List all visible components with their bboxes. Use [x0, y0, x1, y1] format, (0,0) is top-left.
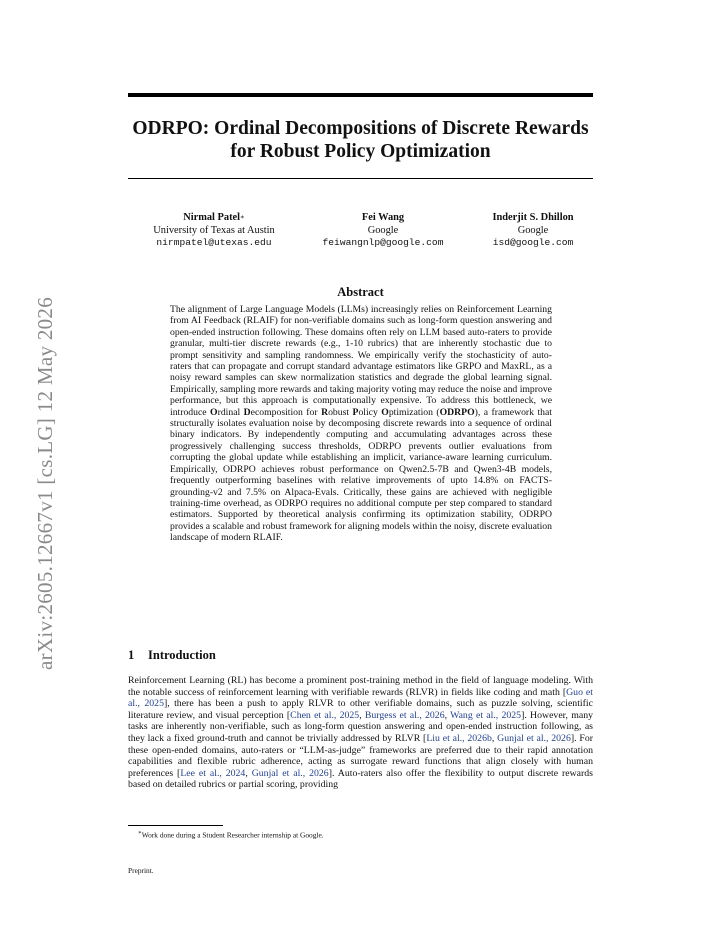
title-top-rule [128, 93, 593, 97]
introduction-text: , [359, 709, 365, 721]
abstract-body [170, 304, 552, 544]
author-2 [308, 212, 458, 250]
citation-link[interactable]: Liu et al., 2026b [426, 732, 492, 744]
introduction-text: , [245, 767, 252, 779]
abstract-text: rdinal [217, 406, 244, 418]
acronym-letter: R [321, 406, 329, 418]
section-heading-introduction [128, 648, 216, 663]
author-name: Inderjit S. Dhillon [492, 212, 574, 223]
section-title: Introduction [148, 648, 216, 662]
abstract-text: olicy [358, 406, 382, 418]
author-3 [473, 212, 593, 250]
citation-link[interactable]: Wang et al., 2025 [450, 709, 522, 721]
author-affiliation: Google [517, 224, 549, 236]
abstract-text: ecomposition for [250, 406, 322, 418]
citation-link[interactable]: Burgess et al., 2026 [364, 709, 445, 721]
author-email: isd@google.com [492, 237, 574, 248]
citation-link[interactable]: Gunjal et al., 2026 [497, 732, 571, 744]
abstract-paragraph [170, 304, 552, 544]
author-name: Fei Wang [361, 212, 405, 223]
acronym-letter: O [381, 406, 389, 418]
footnote-marker: ∗ [138, 830, 142, 836]
footnote [138, 830, 324, 839]
introduction-text: ]. However, many tasks are inherently non-verifiable, such as long-form question answering and open-ended instruction following, as they lack a fixed ground-truth and cannot be trivially addressed by RLVR [ [128, 709, 593, 744]
introduction-text: , [444, 709, 451, 721]
author-1 [144, 212, 284, 250]
introduction-text: ], there has been a push to apply RLVR to other verifiable domains, such as puzzle solving, scientific literature review, and visual perception [ [128, 698, 593, 721]
preprint-label: Preprint. [128, 866, 154, 875]
author-marker: ∗ [240, 213, 245, 221]
section-number: 1 [128, 648, 135, 662]
footnote-rule [128, 825, 223, 826]
author-affiliation: Google [367, 224, 399, 236]
introduction-text: Reinforcement Learning (RL) has become a prominent post-training method in the field of language modeling. With the notable success of reinforcement learning with verifiable rewards (RLVR) in fields like coding and math [ [128, 675, 593, 698]
citation-link[interactable]: Lee et al., 2024 [180, 767, 246, 779]
citation-link[interactable]: Chen et al., 2025 [290, 709, 360, 721]
introduction-paragraph [128, 675, 593, 791]
acronym-letter: P [352, 406, 359, 418]
method-acronym: ODRPO [439, 406, 475, 418]
author-affiliation: University of Texas at Austin [153, 224, 275, 236]
introduction-text: ]. For these open-ended domains, auto-raters or “LLM-as-judge” frameworks are preferred due to their rapid annotation capabilities and flexible rubric adherence, acting as surrogate reward functions that align closely with human preferences [ [128, 732, 593, 779]
author-block [128, 212, 593, 252]
author-email: feiwangnlp@google.com [322, 237, 444, 248]
paper-title [128, 117, 593, 163]
abstract-text: The alignment of Large Language Models (LLMs) increasingly relies on Reinforcement Learning from AI Feedback (RLAIF) for non-verifiable domains such as long-form question answering and open-ended instruction following. These domains often rely on LLM based auto-raters to provide granular, multi-tier discrete rewards (e.g., 1-10 rubrics) that are inherently stochastic due to prompt sensitivity and sampling randomness. We empirically verify the stochasticity of auto-raters that can propagate and corrupt standard advantage estimators like GRPO and MaxRL, as a noisy reward samples can skew normalization statistics and degrade the global learning signal. Empirically, sampling more rewards and taking majority voting may reduce the noise and improve performance, but this approach is computationally expensive. To address this bottleneck, we introduce [170, 304, 552, 418]
acronym-letter: D [243, 406, 251, 418]
citation-link[interactable]: Guo et al., 2025 [128, 686, 593, 710]
abstract-text: obust [328, 406, 353, 418]
author-name: Nirmal Patel [183, 212, 241, 223]
abstract-heading: Abstract [337, 285, 384, 299]
abstract-text: ), a framework that structurally isolates evaluation noise by decomposing discrete rewards into a sequence of ordinal binary indicators. By independently computing and accumulating advantages across these progressively challenging success thresholds, ODRPO prevents outlier evaluations from corrupting the global update while establishing an implicit, variance-aware learning curriculum. Empirically, ODRPO achieves robust performance on Qwen2.5-7B and Qwen3-4B models, frequently outperforming baselines with relative improvements of upto 14.8% on FACTS-grounding-v2 and 7.5% on Alpaca-Evals. Critically, these gains are achieved with negligible training-time overhead, as ODRPO requires no additional compute per step compared to standard estimators. Supported by theoretical analysis confirming its optimization stability, ODRPO provides a scalable and robust framework for aligning models within the noisy, discrete evaluation landscape of modern RLAIF. [170, 406, 552, 544]
citation-link[interactable]: Gunjal et al., 2026 [251, 767, 329, 779]
title-line-1: ODRPO: Ordinal Decompositions of Discrete Rewards [132, 118, 589, 139]
introduction-text: ]. Auto-raters also offer the flexibility to output discrete rewards based on detailed rubrics or partial scoring, providing [128, 767, 593, 791]
introduction-body [128, 675, 593, 791]
title-bottom-rule [128, 178, 593, 179]
arxiv-stamp: arXiv:2605.12667v1 [cs.LG] 12 May 2026 [33, 296, 57, 670]
acronym-letter: O [210, 406, 218, 418]
footnote-text: Work done during a Student Researcher internship at Google. [141, 830, 324, 840]
abstract-text: ptimization ( [388, 406, 440, 418]
author-email: nirmpatel@utexas.edu [156, 237, 272, 248]
introduction-text: , [491, 732, 498, 744]
title-line-2: for Robust Policy Optimization [230, 141, 491, 162]
